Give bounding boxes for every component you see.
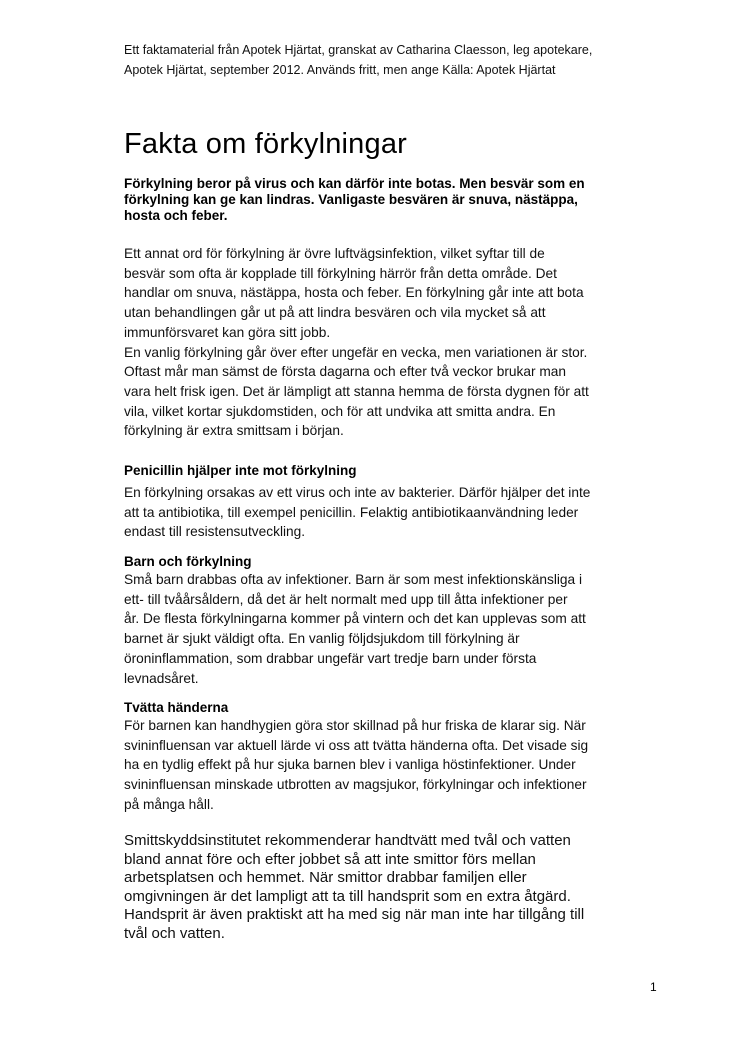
- body-line: ett- till tvåårsåldern, då det är helt normalt med upp till åtta infektioner per: [124, 591, 568, 607]
- section-paragraph: [124, 483, 684, 542]
- body-line: Oftast mår man sämst de första dagarna och efter två veckor brukar man: [124, 364, 566, 380]
- body-line: svininfluensan minskade utbrotten av magsjukor, förkylningar och infektioner: [124, 777, 587, 793]
- lead-line: Förkylning beror på virus och kan därför inte botas. Men besvär som en: [124, 176, 585, 191]
- header-line: Apotek Hjärtat, september 2012. Används fritt, men ange Källa: Apotek Hjärtat: [124, 63, 556, 77]
- body-line: En vanlig förkylning går över efter ungefär en vecka, men variationen är stor.: [124, 344, 588, 360]
- body-line: Smittskyddsinstitutet rekommenderar handtvätt med tvål och vatten: [124, 832, 571, 849]
- section-heading: Barn och förkylning: [124, 554, 252, 569]
- body-line: utan behandlingen går ut på att lindra besvären och vila mycket så att: [124, 305, 546, 321]
- closing-paragraph: [124, 832, 684, 944]
- section-heading: Penicillin hjälper inte mot förkylning: [124, 463, 357, 478]
- body-line: omgivningen är det lampligt att ta till handsprit som en extra åtgärd.: [124, 887, 571, 905]
- lead-paragraph: [124, 176, 664, 224]
- document-header: [124, 40, 724, 80]
- body-line: att ta antibiotika, till exempel penicillin. Felaktig antibiotikaanvändning leder: [124, 504, 579, 520]
- body-line: förkylning är extra smittsam i början.: [124, 423, 344, 439]
- body-line: Ett annat ord för förkylning är övre luftvägsinfektion, vilket syftar till de: [124, 246, 545, 261]
- body-line: tvål och vatten.: [124, 924, 225, 942]
- body-line: immunförsvaret kan göra sitt jobb.: [124, 324, 331, 340]
- body-line: öroninflammation, som drabbar ungefär vart tredje barn under första: [124, 650, 537, 666]
- section-paragraph: [124, 716, 684, 815]
- body-line: vila, vilket kortar sjukdomstiden, och för att undvika att smitta andra. En: [124, 403, 556, 419]
- body-line: levnadsåret.: [124, 670, 199, 686]
- page-title: Fakta om förkylningar: [124, 128, 408, 160]
- body-line: För barnen kan handhygien göra stor skillnad på hur friska de klarar sig. När: [124, 718, 586, 733]
- page-number: 1: [650, 980, 657, 994]
- lead-line: hosta och feber.: [124, 208, 228, 223]
- lead-line: förkylning kan ge kan lindras. Vanligaste besvären är snuva, nästäppa,: [124, 192, 578, 207]
- section-paragraph: [124, 570, 684, 688]
- header-line: Ett faktamaterial från Apotek Hjärtat, granskat av Catharina Claesson, leg apotekare,: [124, 43, 593, 57]
- body-line: på många håll.: [124, 796, 214, 812]
- body-line: ha en tydlig effekt på hur sjuka barnen blev i vanliga höstinfektioner. Under: [124, 757, 576, 773]
- body-line: bland annat före och efter jobbet så att inte smittor förs mellan: [124, 850, 536, 868]
- body-line: En förkylning orsakas av ett virus och inte av bakterier. Därför hjälper det inte: [124, 485, 591, 500]
- body-line: svininfluensan var aktuell lärde vi oss att tvätta händerna ofta. Det visade sig: [124, 737, 589, 753]
- body-line: endast till resistensutveckling.: [124, 524, 306, 540]
- body-line: besvär som ofta är kopplade till förkylning härrör från detta område. Det: [124, 265, 557, 281]
- body-line: vara helt frisk igen. Det är lämpligt att stanna hemma de första dygnen för att: [124, 383, 589, 399]
- body-line: år. De flesta förkylningarna kommer på vintern och det kan upplevas som att: [124, 611, 586, 627]
- body-line: handlar om snuva, nästäppa, hosta och feber. En förkylning går inte att bota: [124, 285, 584, 301]
- intro-paragraph: [124, 244, 684, 441]
- body-line: Handsprit är även praktiskt att ha med sig när man inte har tillgång till: [124, 906, 585, 924]
- body-line: arbetsplatsen och hemmet. När smittor drabbar familjen eller: [124, 869, 527, 887]
- section-heading: Tvätta händerna: [124, 700, 229, 715]
- body-line: Små barn drabbas ofta av infektioner. Barn är som mest infektionskänsliga i: [124, 572, 583, 587]
- body-line: barnet är sjukt väldigt ofta. En vanlig följdsjukdom till förkylning är: [124, 631, 520, 647]
